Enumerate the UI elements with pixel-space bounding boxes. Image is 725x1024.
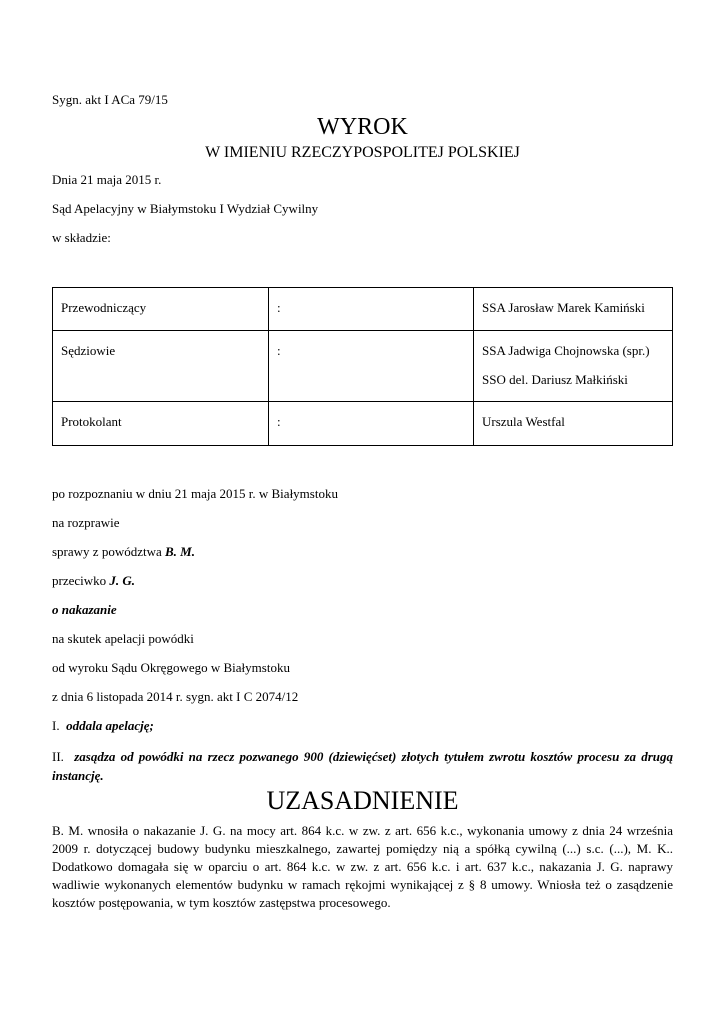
justification-line: r. dotyczącej budowy budynku mieszkalnego, zawartej pomiędzy nią a spółką cywilną (...) s.c. (...), M. K.. Dodatkowo (52, 841, 674, 874)
lower-judgment-line: z dnia 6 listopada 2014 r. sygn. akt I C 2074/12 (52, 689, 299, 704)
claim-prefix: sprawy z powództwa (52, 544, 165, 559)
document-subtitle: W IMIENIU RZECZYPOSPOLITEJ POLSKIEJ (205, 144, 520, 161)
lower-court-line: od wyroku Sądu Okręgowego w Białymstoku (52, 660, 290, 675)
panel-role: Protokolant (53, 402, 269, 446)
ruling-number: II. (52, 749, 64, 764)
court-name: Sąd Apelacyjny w Białymstoku I Wydział Cywilny (52, 201, 319, 216)
panel-member: Urszula Westfal (482, 414, 565, 429)
panel-row-presiding (53, 288, 673, 331)
justification-line: B. M. wnosiła o nakazanie J. G. na mocy art. 864 k.c. w zw. z art. 656 k.c., wykonania umowy z dnia 24 września 2009 (52, 823, 673, 856)
panel-role: Sędziowie (53, 331, 269, 402)
panel-row-judges (53, 331, 673, 402)
ruling-text: zasądza od powódki na rzecz pozwanego 900 (dziewięćset) złotych tytułem zwrotu kosztów procesu za drugą instancję. (52, 749, 674, 783)
hearing-line: po rozpoznaniu w dniu 21 maja 2015 r. w Białymstoku (52, 486, 338, 501)
case-reference: Sygn. akt I ACa 79/15 (52, 92, 168, 107)
panel-separator: : (269, 331, 474, 402)
panel-members (474, 288, 673, 331)
justification-paragraph (52, 822, 673, 912)
panel-member: SSA Jadwiga Chojnowska (spr.) (482, 343, 650, 358)
panel-members (474, 331, 673, 402)
defendant-line (52, 573, 135, 589)
panel-member: SSA Jarosław Marek Kamiński (482, 300, 645, 315)
session-line: na rozprawie (52, 515, 120, 530)
case-subject: o nakazanie (52, 602, 117, 617)
justification-heading: UZASADNIENIE (266, 786, 459, 815)
panel-role: Przewodniczący (53, 288, 269, 331)
court-panel-table (52, 287, 673, 446)
against-prefix: przeciwko (52, 573, 110, 588)
panel-separator: : (269, 288, 474, 331)
justification-line: elementów budynku w ramach rękojmi wynikającej z § 8 umowy. Wniosła też o zasądzenie kosztów postępowania, (52, 877, 673, 910)
appeal-line: na skutek apelacji powódki (52, 631, 194, 646)
justification-line: domagała się w oparciu o art. 864 k.c. w zw. z art. 656 k.c. i art. 637 k.c., nakazania J. G. naprawy wadliwie wykonanych (52, 859, 673, 892)
claimant-name: B. M. (165, 544, 195, 559)
ruling-number: I. (52, 718, 60, 733)
ruling-point-2 (52, 747, 673, 785)
composition-label: w składzie: (52, 230, 111, 245)
ruling-point-1 (52, 718, 154, 734)
ruling-text: oddala apelację; (66, 718, 154, 733)
panel-member: SSO del. Dariusz Małkiński (482, 372, 628, 387)
panel-members (474, 402, 673, 446)
justification-line: w tym kosztów zastępstwa procesowego. (176, 895, 391, 910)
panel-row-clerk (53, 402, 673, 446)
claimant-line (52, 544, 195, 560)
defendant-name: J. G. (109, 573, 136, 588)
document-title: WYROK (317, 114, 408, 140)
panel-separator: : (269, 402, 474, 446)
judgment-date: Dnia 21 maja 2015 r. (52, 172, 162, 187)
